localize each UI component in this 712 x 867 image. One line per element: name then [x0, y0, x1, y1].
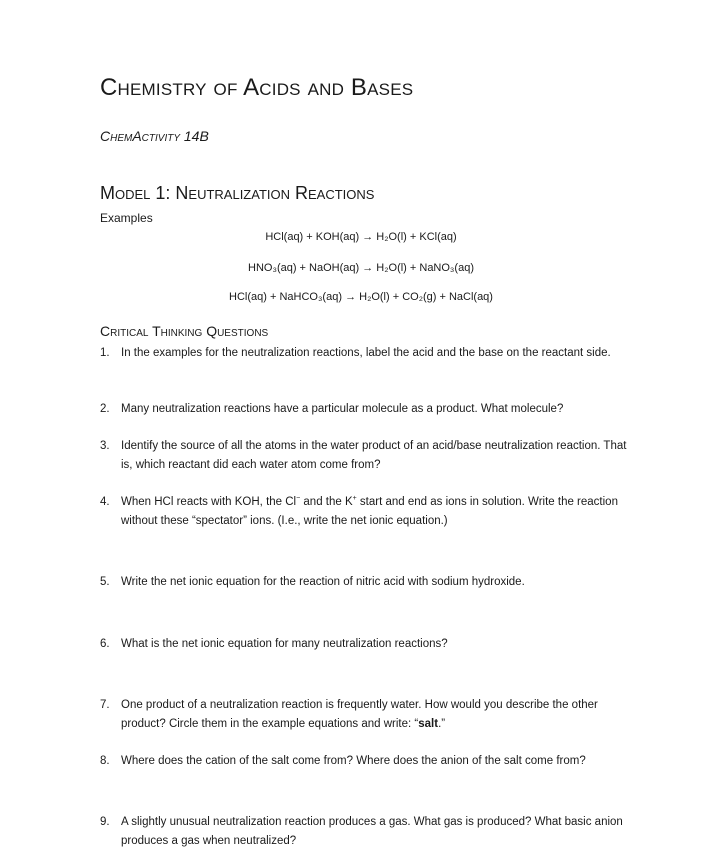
question-2	[100, 400, 630, 419]
salt-term: salt	[418, 718, 439, 730]
question-4	[100, 493, 630, 531]
examples-label: Examples	[100, 211, 153, 225]
reaction-arrow-icon: →	[362, 231, 374, 243]
question-1	[100, 344, 630, 363]
question-text: Identify the source of all the atoms in the water product of an acid/base neutralization reaction. That is, which reactant did each water atom come from?	[121, 440, 627, 471]
question-7	[100, 696, 630, 734]
question-text: In the examples for the neutralization reactions, label the acid and the base on the reactant side.	[121, 347, 611, 359]
document-title: Chemistry of Acids and Bases	[100, 74, 414, 101]
question-text: Write the net ionic equation for the reaction of nitric acid with sodium hydroxide.	[121, 576, 525, 588]
question-number: 5.	[100, 576, 110, 588]
question-8	[100, 752, 630, 771]
equation-2	[0, 262, 712, 274]
equation-1	[0, 231, 712, 243]
question-number: 3.	[100, 440, 110, 452]
reaction-arrow-icon: →	[345, 291, 357, 303]
question-number: 2.	[100, 403, 110, 415]
question-5	[100, 573, 630, 592]
model-title: Model 1: Neutralization Reactions	[100, 183, 375, 203]
question-number: 6.	[100, 638, 110, 650]
reaction-arrow-icon: →	[362, 262, 374, 274]
equation-left: HCl(aq) + KOH(aq)	[265, 231, 360, 243]
question-text: Where does the cation of the salt come from? Where does the anion of the salt come from?	[121, 755, 586, 767]
equation-right: H₂O(l) + CO₂(g) + NaCl(aq)	[359, 291, 493, 303]
question-text: Many neutralization reactions have a particular molecule as a product. What molecule?	[121, 403, 564, 415]
question-number: 7.	[100, 699, 110, 711]
chloride-charge: −	[296, 495, 301, 502]
question-text: When HCl reacts with KOH, the Cl− and the K+ start and end as ions in solution. Write the reaction without these “spectator” ions. (I.e., write the net ionic equation.)	[121, 495, 618, 527]
equation-left: HNO₃(aq) + NaOH(aq)	[248, 262, 360, 274]
potassium-charge: +	[352, 495, 357, 502]
equation-right: H₂O(l) + NaNO₃(aq)	[376, 262, 474, 274]
question-9	[100, 813, 630, 851]
question-number: 4.	[100, 496, 110, 508]
question-number: 8.	[100, 755, 110, 767]
question-number: 1.	[100, 347, 110, 359]
equation-right: H₂O(l) + KCl(aq)	[376, 231, 457, 243]
equation-3	[0, 291, 712, 303]
activity-subtitle: ChemActivity 14B	[100, 128, 209, 144]
question-text: What is the net ionic equation for many neutralization reactions?	[121, 638, 448, 650]
question-text: A slightly unusual neutralization reaction produces a gas. What gas is produced? What basic anion produces a gas when neutralized?	[121, 816, 623, 847]
question-3	[100, 437, 630, 475]
question-text: One product of a neutralization reaction is frequently water. How would you describe the other product? Circle them in the example equations and write: “salt.”	[121, 699, 598, 730]
question-6	[100, 635, 630, 654]
ctq-title: Critical Thinking Questions	[100, 323, 269, 339]
equation-left: HCl(aq) + NaHCO₃(aq)	[229, 291, 342, 303]
question-number: 9.	[100, 816, 110, 828]
